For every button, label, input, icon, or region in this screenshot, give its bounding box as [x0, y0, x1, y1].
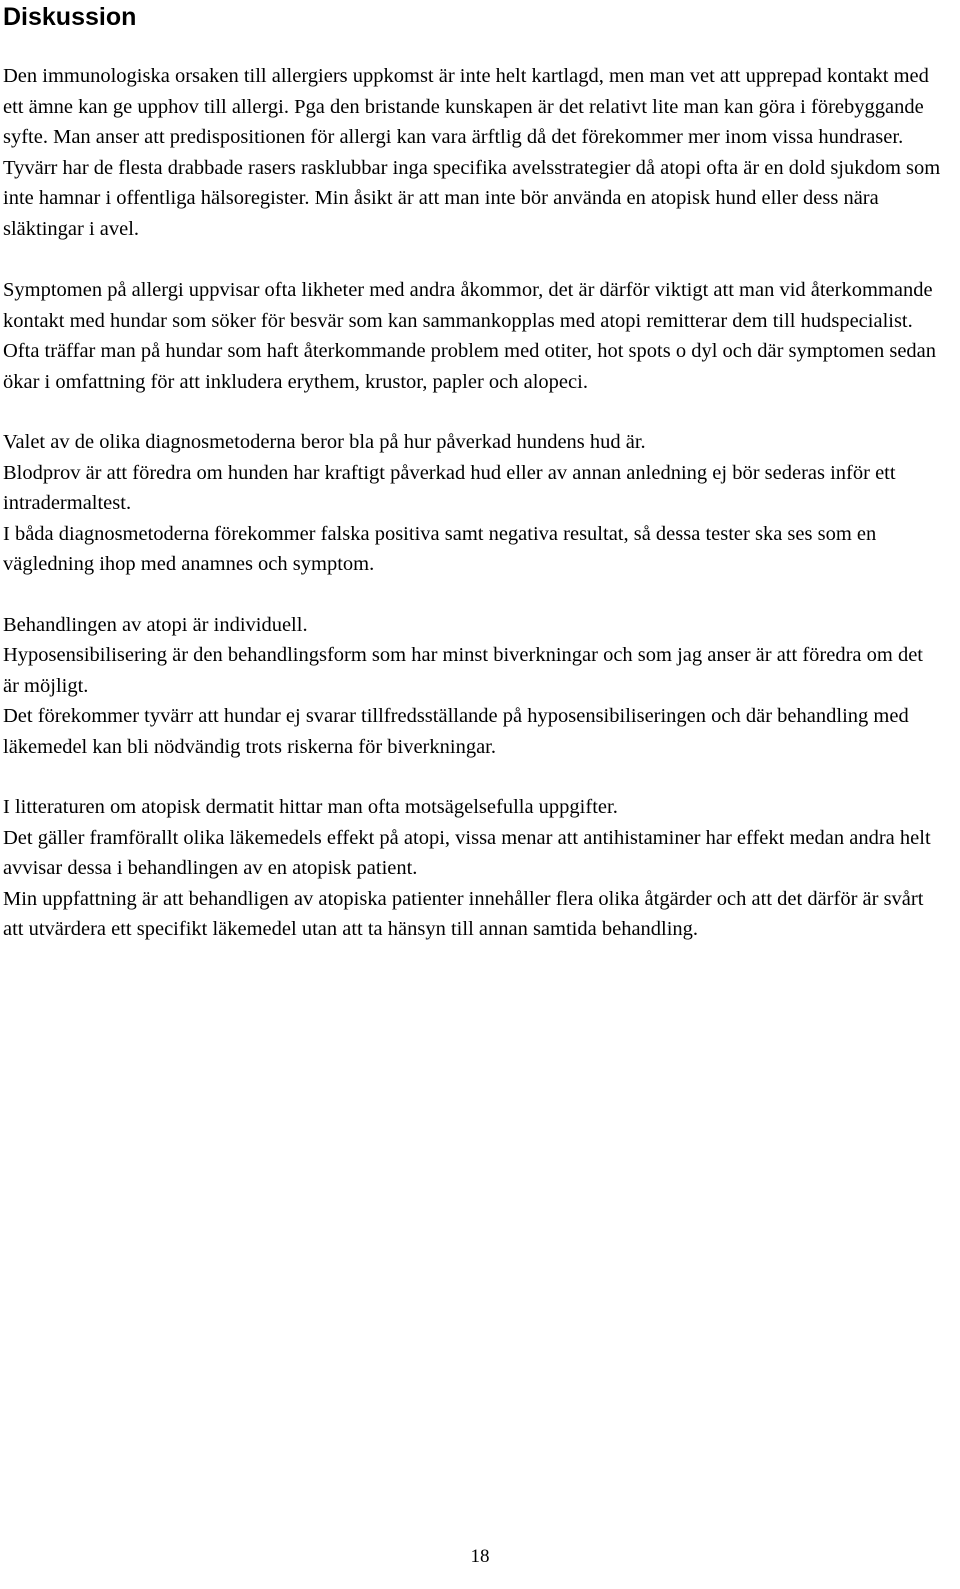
paragraph: Min uppfattning är att behandligen av atopiska patienter innehåller flera olika åtgärder och att det därför är svårt att utvärdera ett specifikt läkemedel utan att ta hänsyn till annan samtida behandling. [3, 887, 924, 940]
paragraph-block-treatment [3, 610, 943, 763]
section-heading: Diskussion [3, 3, 137, 31]
paragraph: Det gäller framförallt olika läkemedels effekt på atopi, vissa menar att antihistaminer har effekt medan andra helt avvisar dessa i behandlingen av en atopisk patient. [3, 826, 931, 879]
paragraph: Blodprov är att föredra om hunden har kraftigt påverkad hud eller av annan anledning ej bör sederas inför ett intradermaltest. [3, 461, 896, 514]
page-number: 18 [470, 1546, 490, 1567]
paragraph: Symptomen på allergi uppvisar ofta likheter med andra åkommor, det är därför viktigt att man vid återkommande kontakt med hundar som söker för besvär som kan sammankopplas med atopi remitterar dem till hudspecialist. [3, 279, 933, 332]
paragraph: Hyposensibilisering är den behandlingsform som har minst biverkningar och som jag anser är att föredra om det är möjligt. [3, 644, 923, 697]
paragraph: Det förekommer tyvärr att hundar ej svarar tillfredsställande på hyposensibiliseringen och där behandling med läkemedel kan bli nödvändig trots riskerna för biverkningar. [3, 705, 909, 758]
paragraph: I båda diagnosmetoderna förekommer falska positiva samt negativa resultat, så dessa tester ska ses som en vägledning ihop med anamnes och symptom. [3, 522, 877, 575]
paragraph-block-diagnosis [3, 427, 943, 580]
paragraph: Behandlingen av atopi är individuell. [3, 613, 308, 636]
paragraph: Ofta träffar man på hundar som haft återkommande problem med otiter, hot spots o dyl och där symptomen sedan ökar i omfattning för att inkludera erythem, krustor, papler och alopeci. [3, 340, 937, 393]
document-page [3, 0, 943, 945]
paragraph: Den immunologiska orsaken till allergiers uppkomst är inte helt kartlagd, men man vet att upprepad kontakt med ett ämne kan ge upphov till allergi. Pga den bristande kunskapen är det relativt lite man kan göra i förebyggande syfte. Man anser att predispositionen för allergi kan vara ärftlig då det förekommer mer inom vissa hundraser. Tyvärr har de flesta drabbade rasers rasklubbar inga specifika avelsstrategier då atopi ofta är en dold sjukdom som inte hamnar i offentliga hälsoregister. Min åsikt är att man inte bör använda en atopisk hund eller dess nära släktingar i avel. [3, 65, 941, 240]
paragraph-block-literature [3, 792, 943, 945]
paragraph-block-symptoms [3, 275, 943, 397]
paragraph-block-etiology [3, 61, 943, 244]
paragraph: Valet av de olika diagnosmetoderna beror bla på hur påverkad hundens hud är. [3, 431, 646, 453]
paragraph: I litteraturen om atopisk dermatit hittar man ofta motsägelsefulla uppgifter. [3, 796, 618, 818]
